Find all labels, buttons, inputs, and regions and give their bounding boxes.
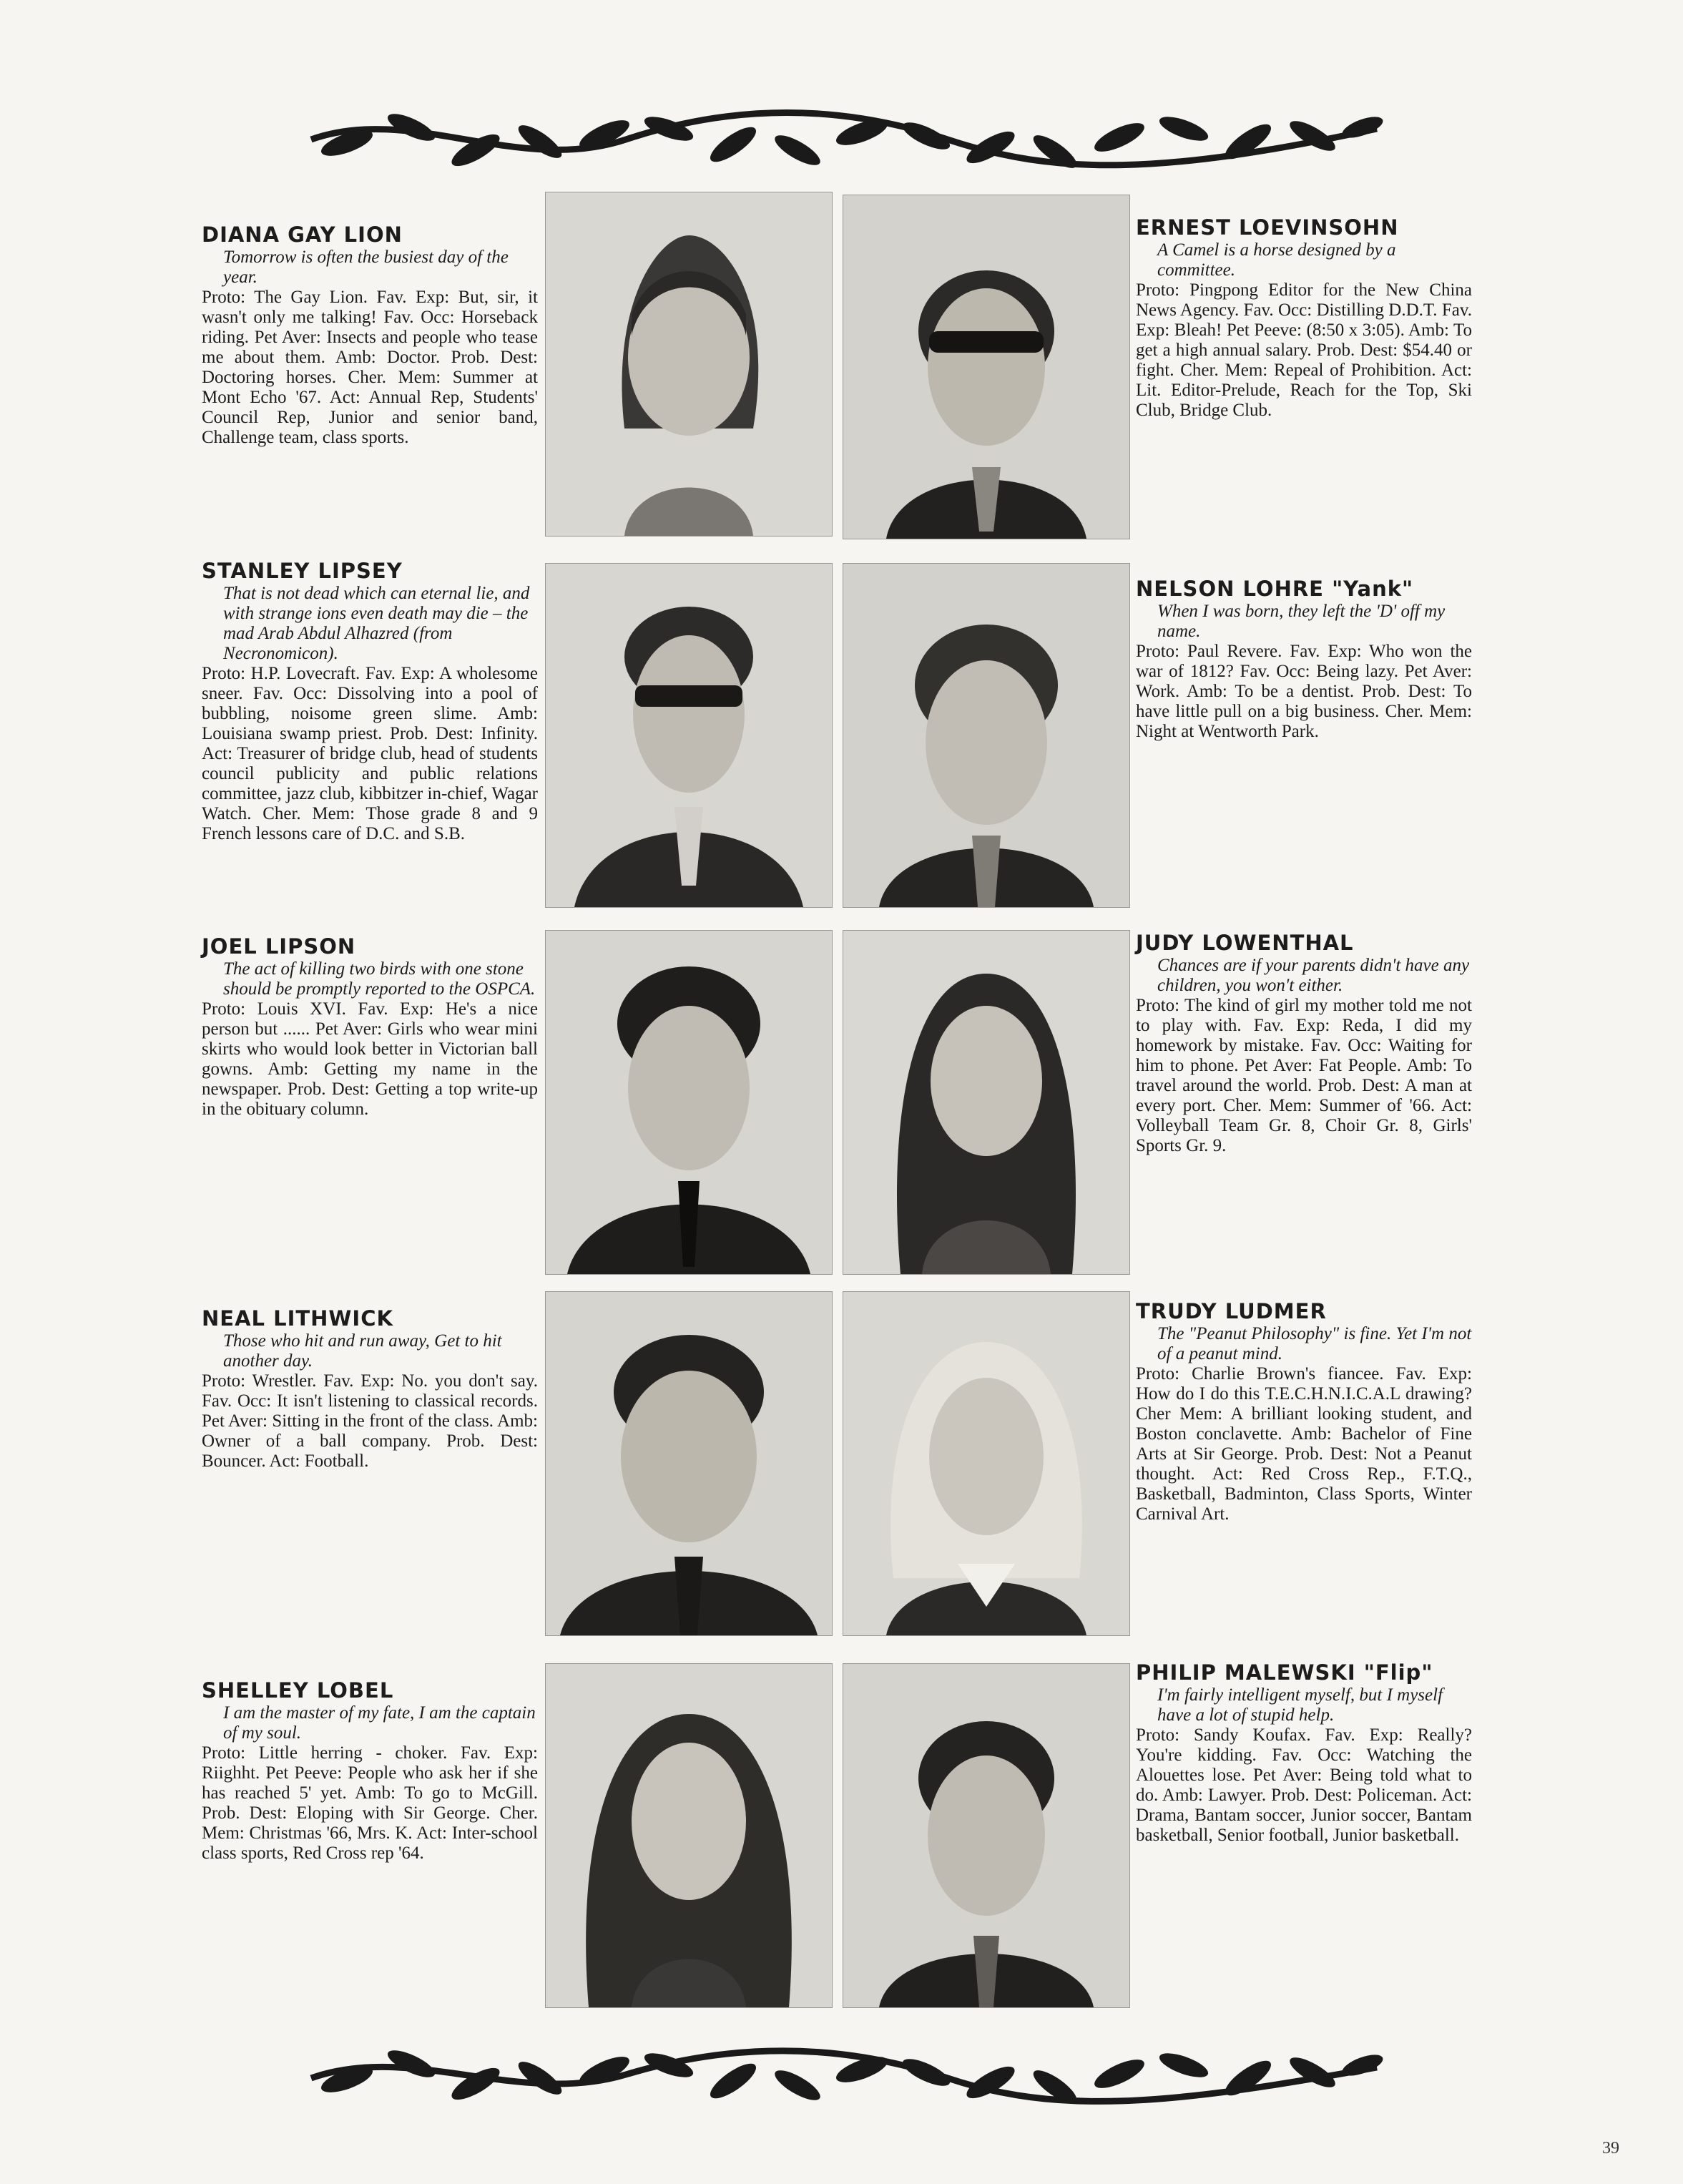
student-name: JUDY LOWENTHAL (1136, 931, 1354, 955)
student-portrait (545, 930, 833, 1275)
student-bio: Proto: Sandy Koufax. Fav. Exp: Really? You're kidding. Fav. Occ: Watching the Alouettes lose. Pet Aver: Being told what to do. Amb: Lawyer. Prob. Dest: Policeman. Act: Drama, Bantam soccer, Junior soccer, Bantam basketball, Senior football, Junior basketball. (1136, 1725, 1472, 1845)
student-entry (1136, 930, 1472, 1156)
student-name: PHILIP MALEWSKI "Flip" (1136, 1660, 1433, 1685)
student-entry (202, 1306, 538, 1471)
student-bio: Proto: Paul Revere. Fav. Exp: Who won the war of 1812? Fav. Occ: Being lazy. Pet Aver: Work. Amb: To be a dentist. Prob. Dest: To have little pull on a big business. Cher. Mem: Night at Wentworth Park. (1136, 642, 1472, 741)
student-portrait (545, 192, 833, 537)
student-portrait (545, 1291, 833, 1636)
top-vine-ornament (304, 100, 1384, 179)
student-name: STANLEY LIPSEY (202, 559, 403, 583)
student-name: SHELLEY LOBEL (202, 1678, 394, 1703)
student-bio: Proto: Little herring - choker. Fav. Exp: Riighht. Pet Peeve: People who ask her if she has reached 5' yet. Amb: To go to McGill. Prob. Dest: Eloping with Sir George. Cher. Mem: Christmas '66, Mrs. K. Act: Inter-school class sports, Red Cross rep '64. (202, 1743, 538, 1863)
student-entry (1136, 215, 1472, 421)
student-portrait (843, 1291, 1130, 1636)
student-name: NELSON LOHRE "Yank" (1136, 577, 1414, 601)
student-entry (1136, 1660, 1472, 1846)
student-name: JOEL LIPSON (202, 934, 356, 959)
student-quote: Those who hit and run away, Get to hit another day. (223, 1331, 502, 1371)
student-quote: I'm fairly intelligent myself, but I myself have a lot of stupid help. (1157, 1685, 1443, 1725)
page-number: 39 (1602, 2139, 1619, 2158)
student-entry (202, 558, 538, 844)
bottom-vine-ornament (304, 2035, 1384, 2114)
student-name: ERNEST LOEVINSOHN (1136, 215, 1399, 240)
student-quote: The "Peanut Philosophy" is fine. Yet I'm not of a peanut mind. (1157, 1324, 1472, 1363)
student-portrait (843, 195, 1130, 539)
student-bio: Proto: The Gay Lion. Fav. Exp: But, sir, it wasn't only me talking! Fav. Occ: Horseback riding. Pet Aver: Insects and people who tease me about them. Amb: Doctor. Prob. Dest: Doctoring horses. Cher. Mem: Summer at Mont Echo '67. Act: Annual Rep, Students' Council Rep, Junior and senior band, Challenge team, class sports. (202, 288, 538, 447)
student-quote: Tomorrow is often the busiest day of the year. (223, 248, 509, 287)
student-portrait (843, 1663, 1130, 2008)
student-name: TRUDY LUDMER (1136, 1299, 1327, 1323)
student-entry (202, 934, 538, 1120)
student-bio: Proto: Wrestler. Fav. Exp: No. you don't say. Fav. Occ: It isn't listening to classical records. Pet Aver: Sitting in the front of the class. Amb: Owner of a ball company. Prob. Dest: Bouncer. Act: Football. (202, 1371, 538, 1471)
student-bio: Proto: Louis XVI. Fav. Exp: He's a nice person but ...... Pet Aver: Girls who wear mini skirts who would look better in Victorian ball gowns. Amb: Getting my name in the newspaper. Prob. Dest: Getting a top write-up in the obituary column. (202, 999, 538, 1119)
student-entry (202, 1678, 538, 1864)
student-quote: I am the master of my fate, I am the captain of my soul. (223, 1703, 536, 1743)
student-name: NEAL LITHWICK (202, 1306, 393, 1331)
student-entry (1136, 576, 1472, 742)
student-bio: Proto: Charlie Brown's fiancee. Fav. Exp: How do I do this T.E.C.H.N.I.C.A.L drawing? Cher Mem: A brilliant looking student, and Boston conclavette. Amb: Bachelor of Fine Arts at Sir George. Prob. Dest: Not a Peanut thought. Act: Red Cross Rep., F.T.Q., Basketball, Badminton, Class Sports, Winter Carnival Art. (1136, 1364, 1472, 1524)
student-quote: Chances are if your parents didn't have any children, you won't either. (1157, 956, 1470, 995)
student-entry (202, 222, 538, 448)
student-quote: That is not dead which can eternal lie, and with strange ions even death may die – the mad Arab Abdul Alhazred (from Necronomicon). (223, 584, 530, 663)
student-portrait (545, 563, 833, 908)
student-portrait (545, 1663, 833, 2008)
student-bio: Proto: The kind of girl my mother told me not to play with. Fav. Exp: Reda, I did my homework by mistake. Fav. Occ: Waiting for him to phone. Pet Aver: Fat People. Amb: To travel around the world. Prob. Dest: A man at every port. Cher. Mem: Summer of '66. Act: Volleyball Team Gr. 8, Choir Gr. 8, Girls' Sports Gr. 9. (1136, 996, 1472, 1155)
student-portrait (843, 930, 1130, 1275)
student-portrait (843, 563, 1130, 908)
student-quote: The act of killing two birds with one stone should be promptly reported to the OSPCA. (223, 959, 536, 999)
student-quote: A Camel is a horse designed by a committee. (1157, 240, 1396, 280)
student-bio: Proto: H.P. Lovecraft. Fav. Exp: A wholesome sneer. Fav. Occ: Dissolving into a pool of bubbling, noisome green slime. Amb: Louisiana swamp priest. Prob. Dest: Infinity. Act: Treasurer of bridge club, head of students council publicity and public relations committee, jazz club, kibbitzer in-chief, Wagar Watch. Cher. Mem: Those grade 8 and 9 French lessons care of D.C. and S.B. (202, 664, 538, 843)
student-bio: Proto: Pingpong Editor for the New China News Agency. Fav. Occ: Distilling D.D.T. Fav. Exp: Bleah! Pet Peeve: (8:50 x 3:05). Amb: To get a high annual salary. Prob. Dest: $54.40 or fight. Cher. Mem: Repeal of Prohibition. Act: Lit. Editor-Prelude, Reach for the Top, Ski Club, Bridge Club. (1136, 280, 1472, 420)
student-quote: When I was born, they left the 'D' off my name. (1157, 602, 1446, 641)
student-entry (1136, 1298, 1472, 1524)
student-name: DIANA GAY LION (202, 222, 403, 247)
